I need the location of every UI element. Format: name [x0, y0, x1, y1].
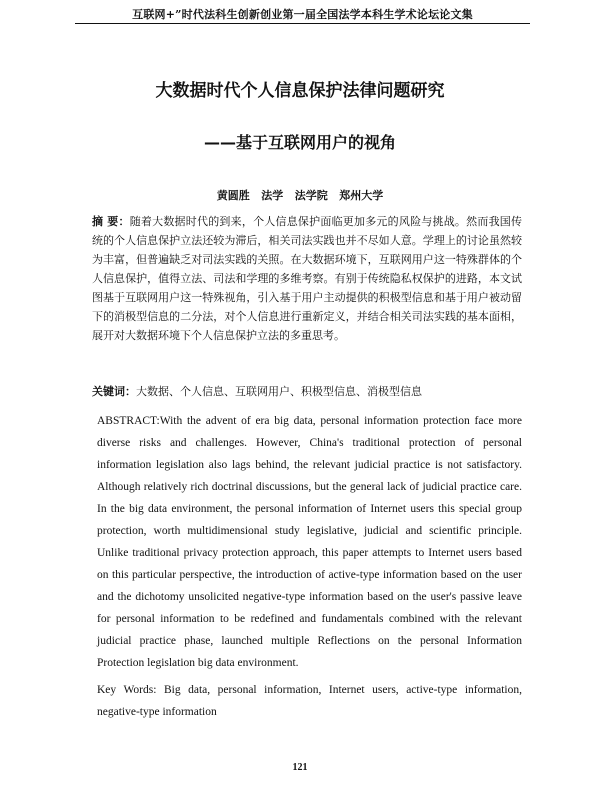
keywords-chinese: [92, 384, 522, 399]
running-header: 互联网+”时代法科生创新创业第一届全国法学本科生学术论坛论文集: [132, 8, 473, 21]
abstract-chinese: [92, 212, 522, 345]
paper-subtitle: ——基于互联网用户的视角: [203, 133, 396, 152]
keywords-cn-text: 大数据、个人信息、互联网用户、积极型信息、消极型信息: [136, 385, 422, 398]
keywords-english: Key Words: Big data, personal information, Internet users, active-type information, negative-type information: [97, 684, 522, 718]
abstract-cn-label: 摘 要：: [92, 215, 130, 228]
page-number: 121: [292, 762, 308, 773]
abstract-english: ABSTRACT:With the advent of era big data, personal information protection face more diverse risks and challenges. However, China's traditional protection of personal information legislation also lags behind, the relevant judicial practice is not satisfactory. Although relatively rich doctrinal discussions, but the general lack of judicial practice care. In the big data environment, the personal information of Internet users this special group protection, worth multidimensional study legislative, judicial and scientific principle. Unlike traditional privacy protection approach, this paper attempts to Internet users based on this particular perspective, the introduction of active-type information based on the user and the dichotomy unsolicited negative-type information based on the user's passive leave for personal information to be redefined and fundamentals combined with the relevant judicial practice phase, launched multiple Reflections on the personal Information Protection legislation big data environment.: [97, 415, 522, 669]
paper-title: 大数据时代个人信息保护法律问题研究: [155, 81, 445, 101]
keywords-cn-label: 关键词：: [92, 385, 136, 398]
author-line: 黄圆胜 法学 法学院 郑州大学: [216, 189, 384, 202]
abstract-cn-text: 随着大数据时代的到来，个人信息保护面临更加多元的风险与挑战。然而我国传统的个人信息保护立法还较为滞后，相关司法实践也并不尽如人意。学理上的讨论虽然较为丰富，但普遍缺乏对司法实践的关照。在大数据环境下，互联网用户这一特殊群体的个人信息保护，值得立法、司法和学理的多维考察。有别于传统隐私权保护的进路，本文试图基于互联网用户这一特殊视角，引入基于用户主动提供的积极型信息和基于用户被动留下的消极型信息的二分法，对个人信息进行重新定义，并结合相关司法实践的基本面相，展开对大数据环境下个人信息保护立法的多重思考。: [92, 215, 522, 342]
header-rule: [75, 23, 530, 24]
